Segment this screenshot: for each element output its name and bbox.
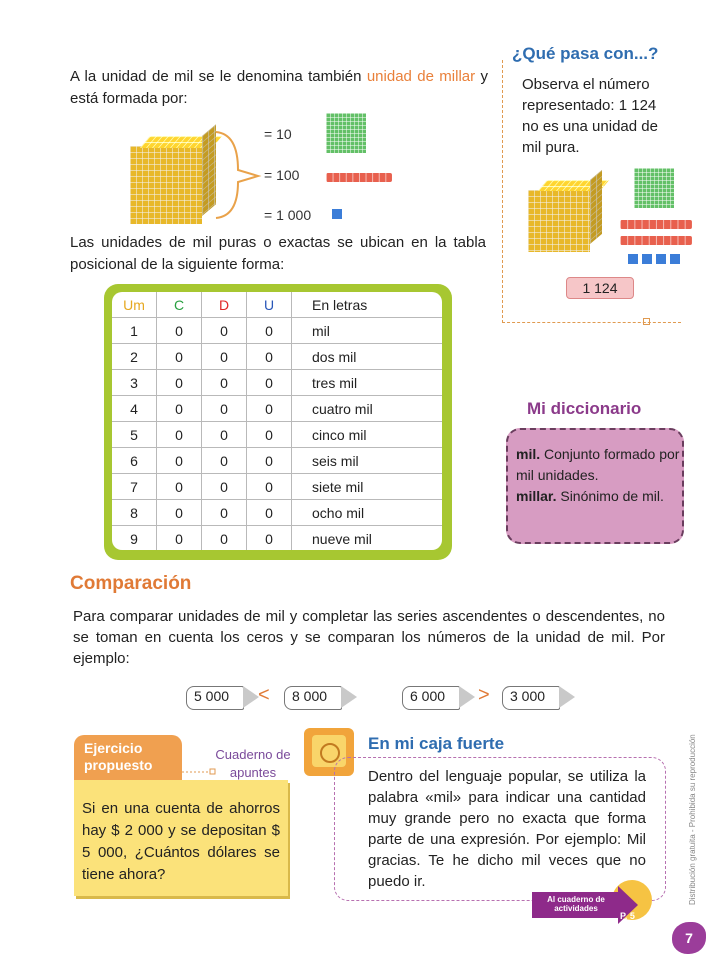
cell: 0	[247, 318, 292, 344]
cell: seis mil	[292, 448, 443, 474]
cell: 8	[112, 500, 157, 526]
cell: nueve mil	[312, 530, 372, 547]
cell: 0	[247, 448, 292, 474]
que-pasa-title: ¿Qué pasa con...?	[512, 44, 659, 63]
table-intro: Las unidades de mil puras o exactas se ubican en la tabla posicional de la siguiente forma:	[70, 234, 486, 273]
cell: 0	[247, 500, 292, 526]
cell: 0	[157, 318, 202, 344]
cell: mil	[292, 318, 443, 344]
unit-cube-icon	[670, 254, 680, 264]
comparison-title: Comparación	[70, 573, 192, 594]
pencil-value: 8 000	[292, 688, 328, 704]
equivalence-thousand: = 1 000	[264, 207, 312, 223]
cell: 7	[112, 474, 157, 500]
brace-icon	[214, 130, 264, 220]
place-value-table-frame	[104, 284, 452, 560]
cell: 0	[202, 474, 247, 500]
definition-mil: Conjunto formado por mil unidades.	[516, 446, 680, 483]
pencil-value: 5 000	[194, 688, 230, 704]
cell: 0	[202, 526, 247, 551]
intro-prefix: A la unidad de mil se le denomina también	[70, 68, 367, 85]
activities-page: P. 5	[620, 911, 635, 921]
thousand-cube-illustration	[130, 128, 220, 226]
cell: cuatro mil	[292, 396, 443, 422]
cell: 9	[112, 526, 157, 551]
cell: 0	[202, 396, 247, 422]
cell: 5	[112, 422, 157, 448]
pencil-number	[284, 686, 358, 708]
ten-rod-icon	[326, 173, 392, 182]
header-letters: En letras	[292, 292, 443, 318]
table-row	[112, 396, 442, 422]
cell: 2	[112, 344, 157, 370]
greater-than-sign: >	[478, 684, 490, 706]
unit-cube-icon	[628, 254, 638, 264]
table-row	[112, 344, 442, 370]
cell: 0	[157, 396, 202, 422]
cell: 0	[202, 422, 247, 448]
definition-millar: Sinónimo de mil.	[556, 488, 664, 504]
cell: 0	[157, 448, 202, 474]
pencil-number	[186, 686, 260, 708]
cell: 0	[202, 318, 247, 344]
hundred-flat-icon	[634, 168, 674, 208]
unit-cube-icon	[656, 254, 666, 264]
cell: 6	[112, 448, 157, 474]
safe-dial-icon	[320, 743, 340, 763]
table-row	[112, 448, 442, 474]
ten-rod-icon	[620, 236, 692, 245]
safe-text: Dentro del lenguaje popular, se utiliza la palabra «mil» para indicar una cantidad muy grande pero no exacta que forma parte de una expresión. Por ejemplo: Mil gracias. Te he dicho mil veces que no puedo ir.	[368, 768, 646, 890]
cell: 0	[157, 370, 202, 396]
cell: 0	[247, 370, 292, 396]
connector-line	[182, 766, 216, 776]
cell: 0	[247, 344, 292, 370]
pencil-number	[502, 686, 576, 708]
header-d: D	[202, 292, 247, 318]
unit-cube-icon	[642, 254, 652, 264]
cell: 0	[247, 422, 292, 448]
intro-highlight: unidad de millar	[366, 68, 476, 85]
exercise-tab-label: Ejercicio propuesto	[84, 740, 153, 773]
table-row	[112, 474, 442, 500]
unit-cube-icon	[332, 209, 342, 219]
cell: 0	[157, 422, 202, 448]
header-um: Um	[112, 292, 157, 318]
que-pasa-text: Observa el número representado: 1 124 no es una unidad de mil pura.	[522, 76, 658, 156]
exercise-text: Si en una cuenta de ahorros hay $ 2 000 y se depositan $ 5 000, ¿Cuántos dólares se tiene ahora?	[82, 800, 280, 883]
corner-marker	[643, 318, 650, 325]
equivalence-hundred: = 100	[264, 167, 300, 183]
equivalence-ten: = 10	[264, 126, 292, 142]
header-c: C	[157, 292, 202, 318]
less-than-sign: <	[258, 684, 270, 706]
cell: 4	[112, 396, 157, 422]
cell: 0	[202, 500, 247, 526]
cell: 0	[202, 370, 247, 396]
cell: 0	[157, 474, 202, 500]
cell: 0	[157, 344, 202, 370]
cell: 0	[247, 474, 292, 500]
cell: dos mil	[292, 344, 443, 370]
term-millar: millar.	[516, 488, 557, 504]
table-row	[112, 526, 442, 551]
header-u: U	[247, 292, 292, 318]
intro-suffix: y está formada por:	[70, 68, 488, 107]
cell: 0	[202, 448, 247, 474]
notebook-label: Cuaderno de apuntes	[215, 747, 291, 780]
dictionary-text	[516, 444, 684, 507]
cell: 1	[112, 318, 157, 344]
table-row	[112, 370, 442, 396]
cell: 0	[247, 396, 292, 422]
activities-label: Al cuaderno de actividades	[547, 895, 605, 913]
dictionary-title: Mi diccionario	[527, 399, 642, 418]
cell: siete mil	[292, 474, 443, 500]
term-mil: mil.	[516, 446, 541, 462]
hundred-flat-icon	[326, 113, 366, 153]
cell: 3	[112, 370, 157, 396]
pencil-number	[402, 686, 476, 708]
intro-paragraph	[70, 66, 488, 110]
page-number: 7	[672, 922, 706, 954]
cell: ocho mil	[292, 500, 443, 526]
side-note: Distribución gratuita - Prohibida su reproducción	[688, 734, 697, 905]
pencil-value: 3 000	[510, 688, 546, 704]
comparison-text: Para comparar unidades de mil y completar las series ascendentes o descendentes, no se toman en cuenta los ceros y se comparan los números de la unidad de mil. Por ejemplo:	[73, 608, 665, 667]
cell: 0	[202, 344, 247, 370]
cell: cinco mil	[292, 422, 443, 448]
cube-1124-illustration	[528, 174, 612, 254]
place-value-table	[112, 292, 442, 550]
ten-rod-icon	[620, 220, 692, 229]
safe-title: En mi caja fuerte	[368, 734, 505, 753]
table-row	[112, 422, 442, 448]
number-badge: 1 124	[566, 277, 634, 299]
cell: tres mil	[292, 370, 443, 396]
table-row	[112, 500, 442, 526]
cell: 0	[157, 500, 202, 526]
pencil-value: 6 000	[410, 688, 446, 704]
cell: 0	[157, 526, 202, 551]
cell: 0	[247, 526, 292, 551]
table-row	[112, 318, 442, 344]
